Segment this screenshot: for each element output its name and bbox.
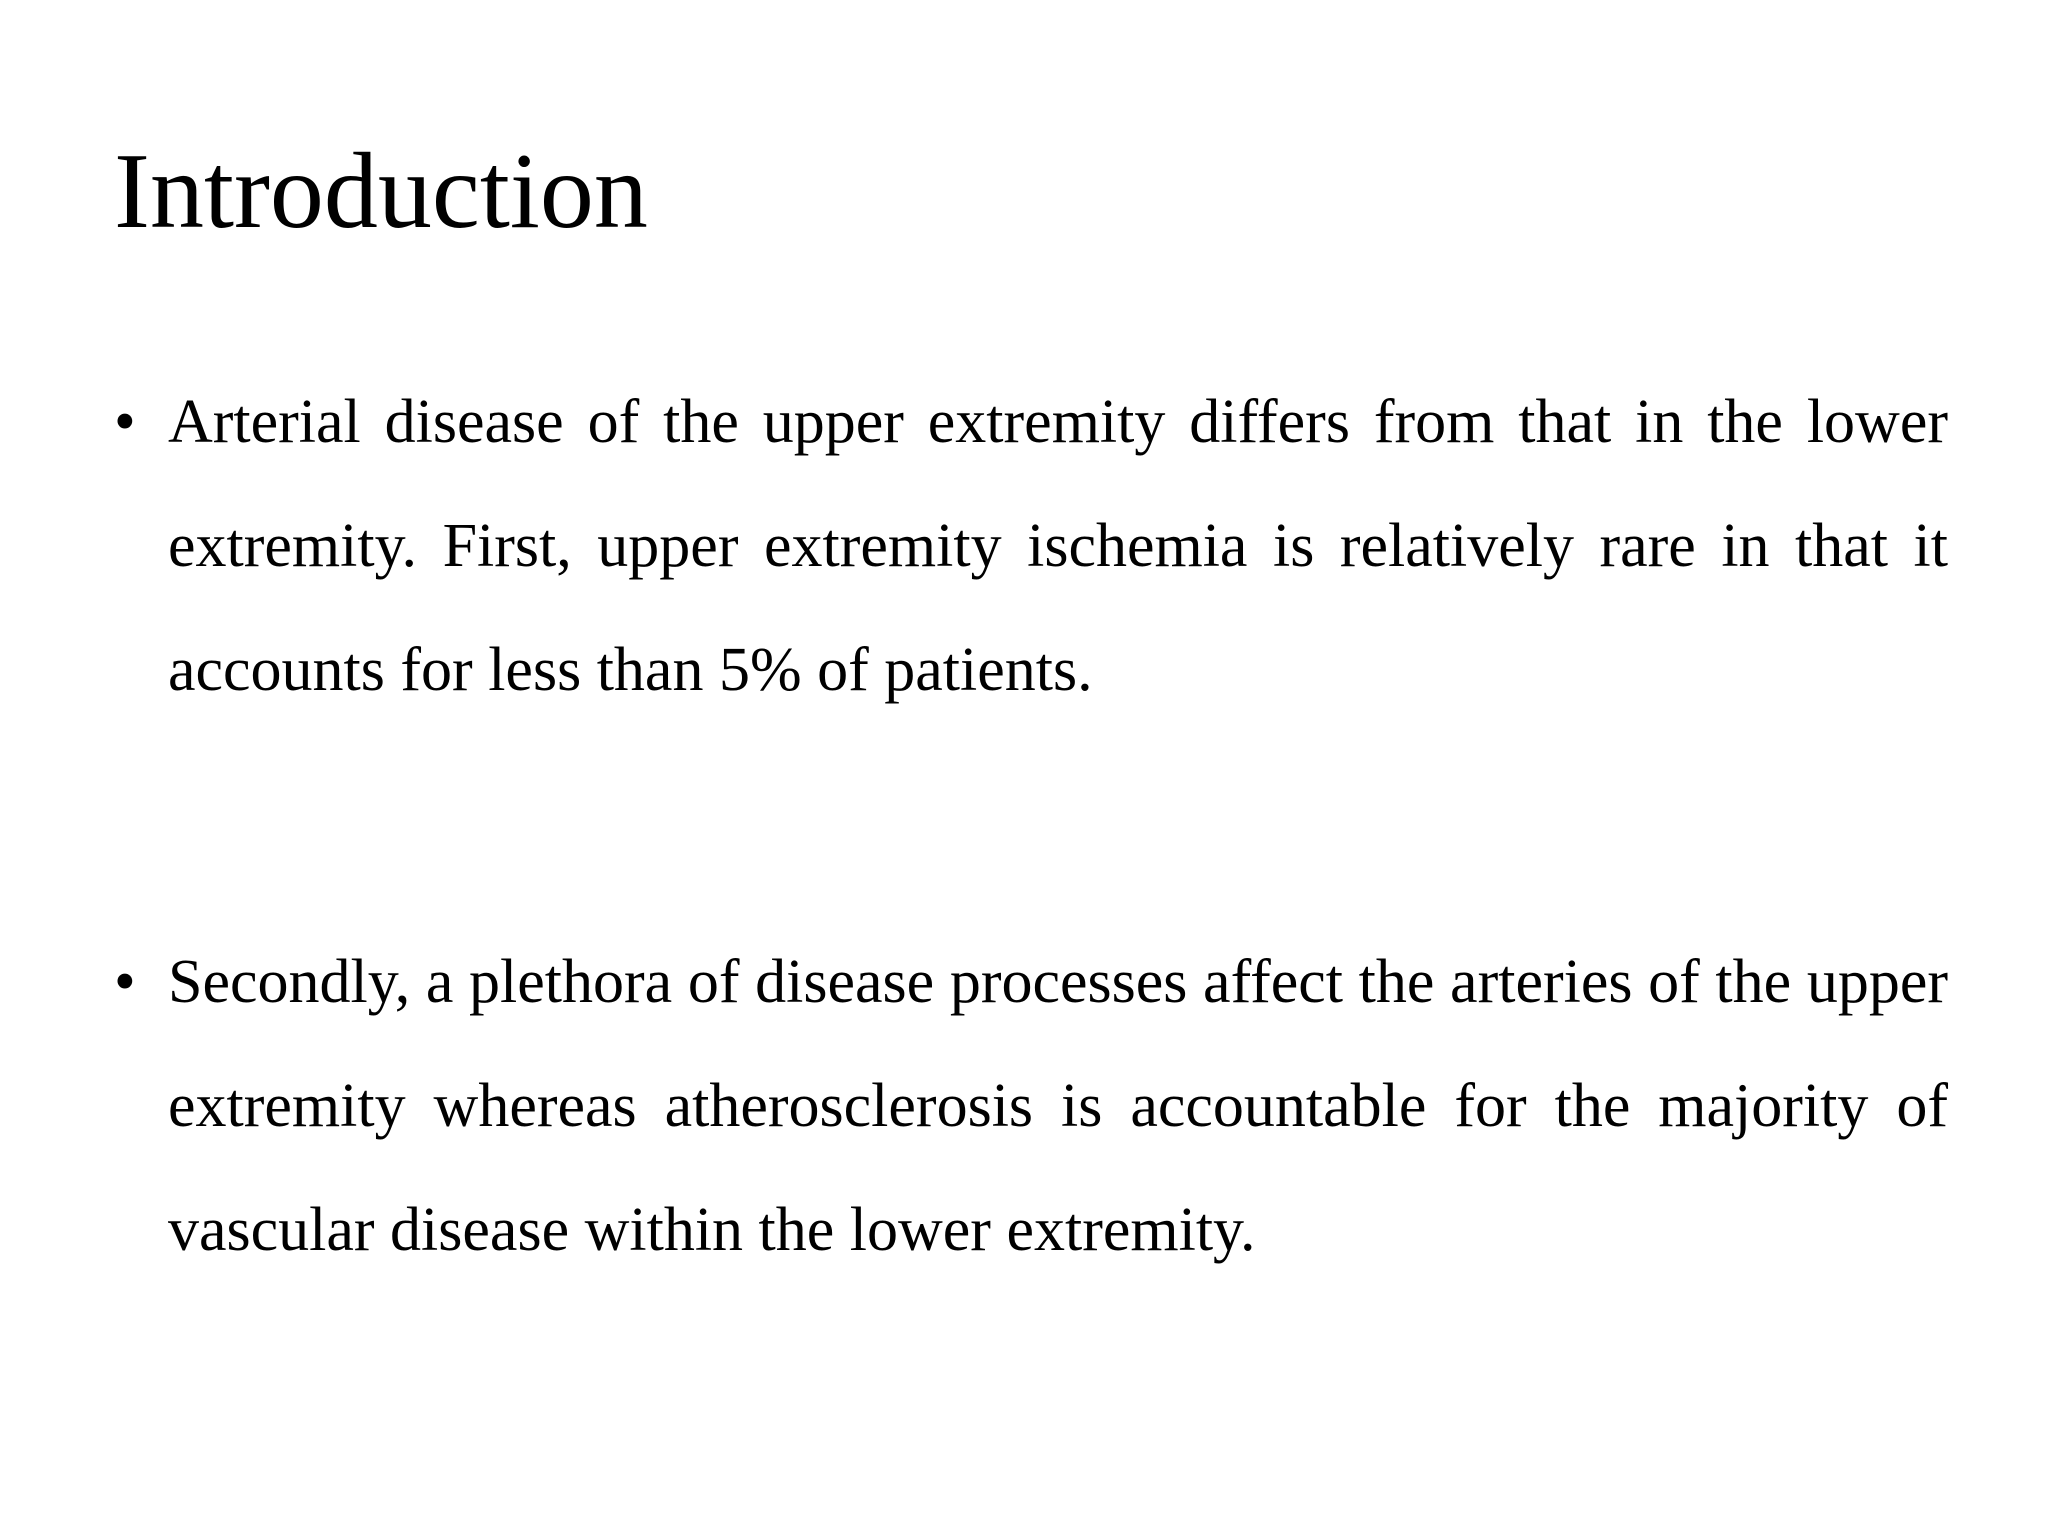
bullet-text: Arterial disease of the upper extremity differs from that in the lower extremity. First, upper extremity ischemia is relatively rare in that it accounts for less than 5% of patients. (168, 388, 1948, 704)
bullet-item-arterial-disease (114, 360, 1948, 732)
bullet-icon: • (114, 948, 136, 1016)
bullet-icon: • (114, 388, 136, 456)
bullet-item-disease-processes (114, 920, 1948, 1292)
bullet-text: Secondly, a plethora of disease processes affect the arteries of the upper extremity whereas atherosclerosis is accountable for the majority of vascular disease within the lower extremity. (168, 948, 1948, 1264)
slide-title: Introduction (114, 132, 648, 251)
